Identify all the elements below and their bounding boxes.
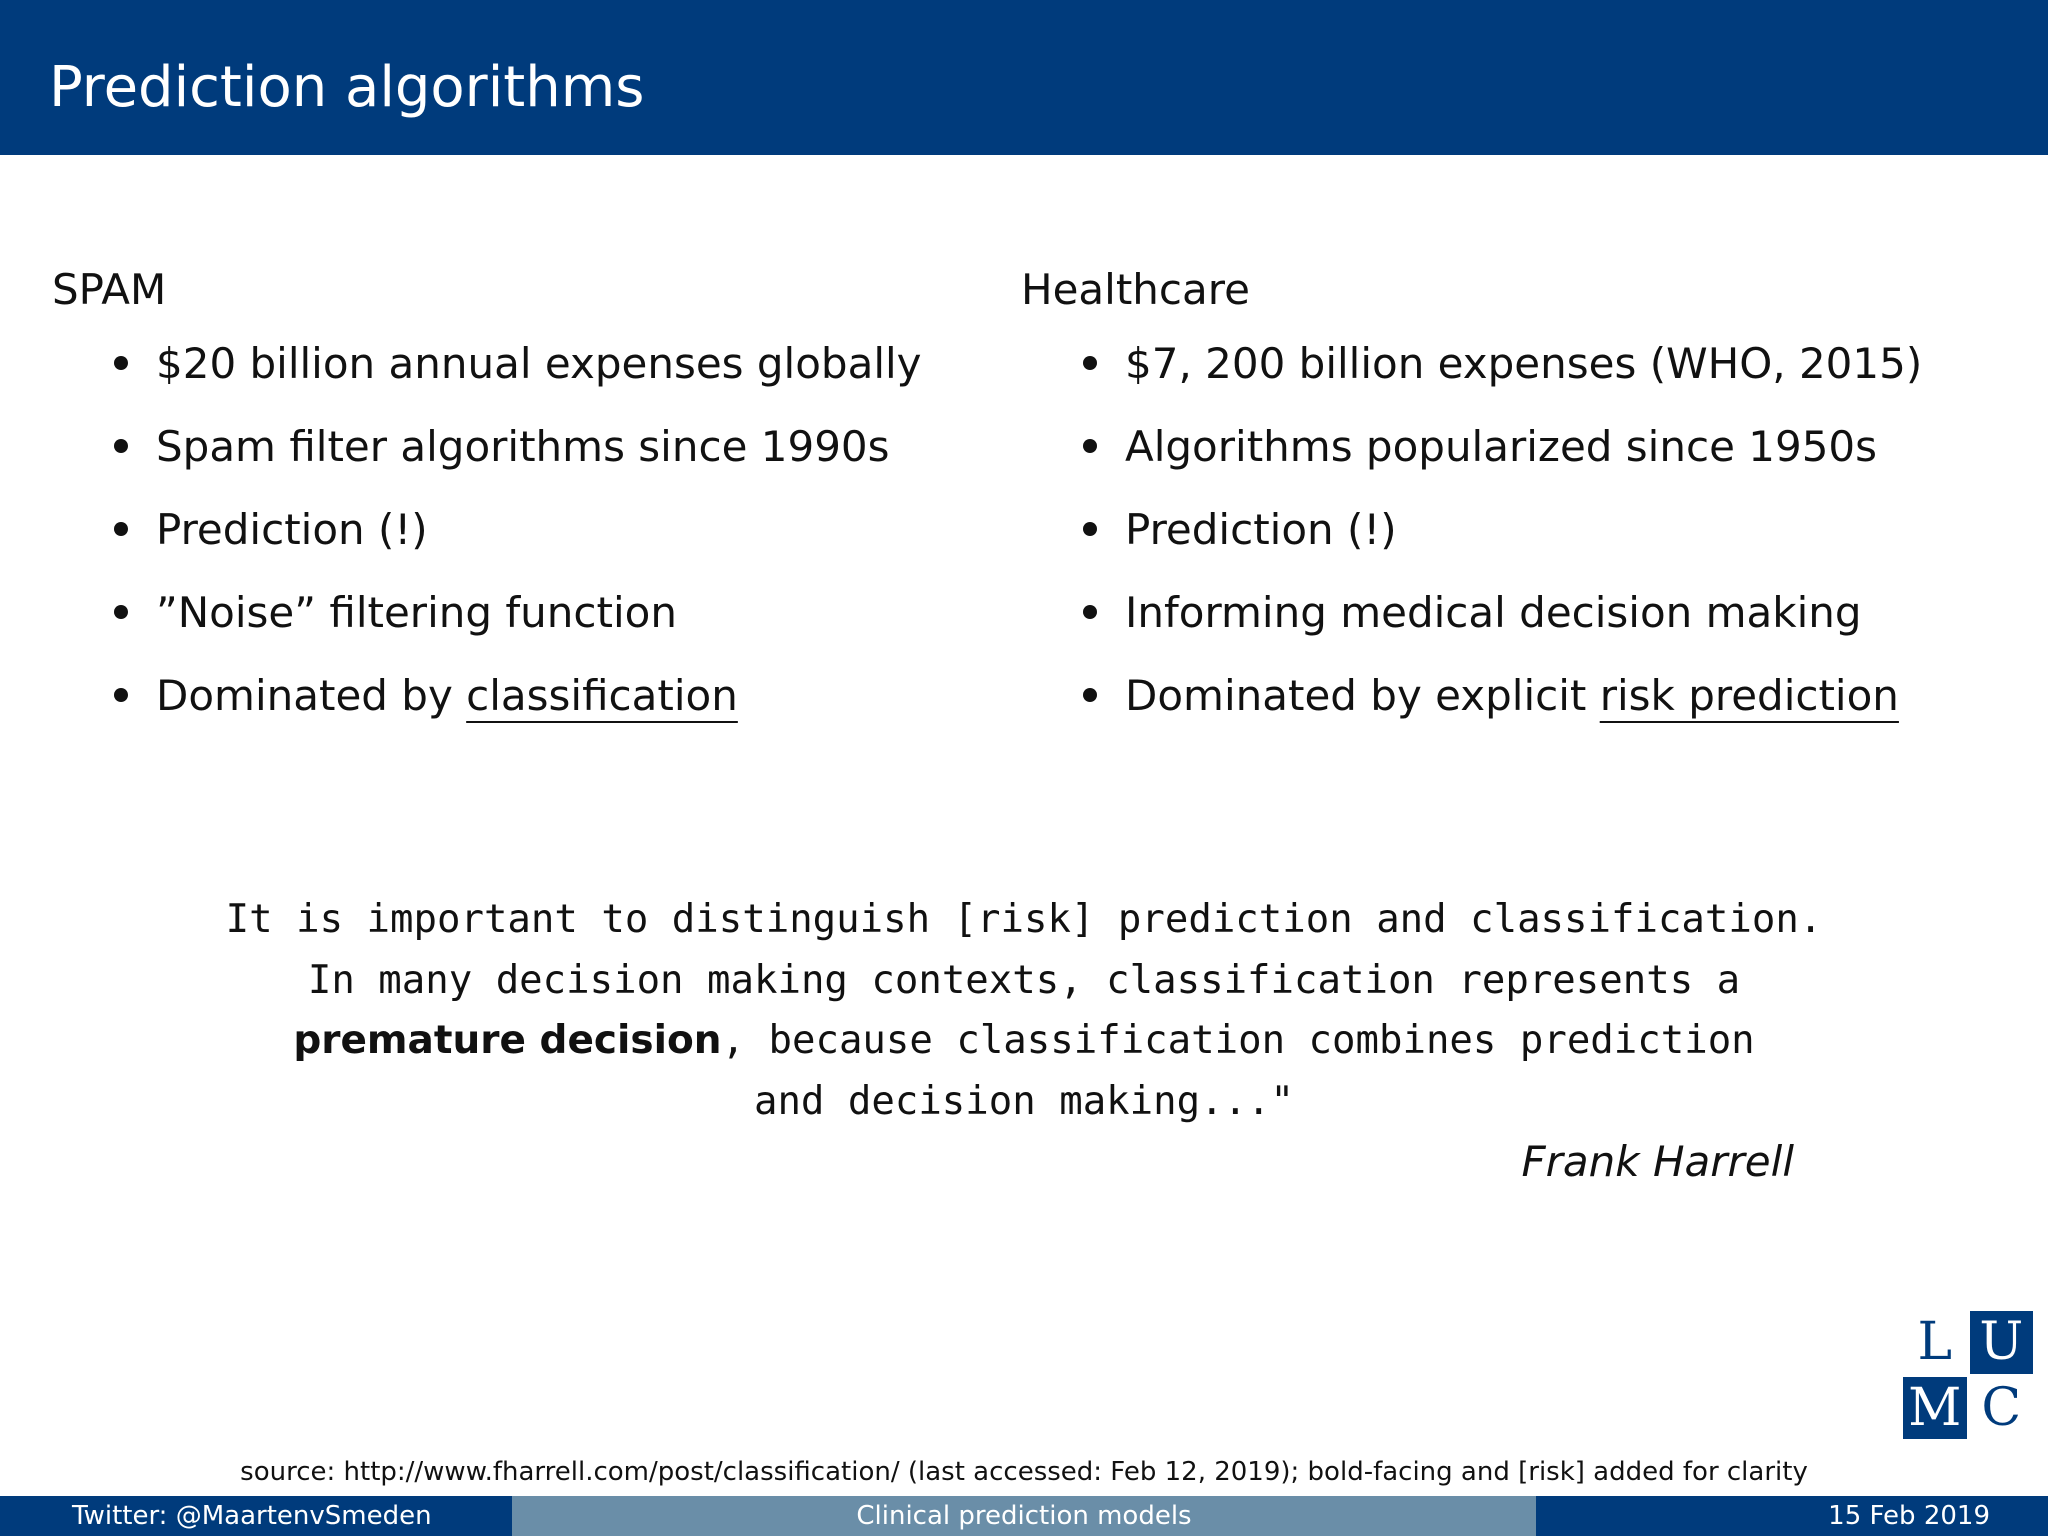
- bullet-dot-icon: [1083, 522, 1097, 536]
- bullet-text: Informing medical decision making: [1125, 588, 1862, 637]
- bullet-dot-icon: [1083, 605, 1097, 619]
- bullet-item: [52, 668, 992, 751]
- bullet-dot-icon: [1083, 439, 1097, 453]
- quote-author: Frank Harrell: [1521, 1137, 1794, 1186]
- footer-date: 15 Feb 2019: [1536, 1496, 2048, 1536]
- healthcare-bullet-list: [1021, 336, 2021, 751]
- bullet-text: Dominated by explicit: [1125, 671, 1600, 720]
- footer-talk-title: Clinical prediction models: [512, 1496, 1536, 1536]
- quote-line: and decision making...": [753, 1078, 1295, 1124]
- bullet-item: [1021, 585, 2021, 668]
- bullet-text: $7, 200 billion expenses (WHO, 2015): [1125, 339, 1923, 388]
- logo-letter: C: [1970, 1377, 2034, 1440]
- bullet-text: Algorithms popularized since 1950s: [1125, 422, 1878, 471]
- bullet-dot-icon: [114, 688, 128, 702]
- bullet-text: $20 billion annual expenses globally: [156, 339, 922, 388]
- bullet-dot-icon: [114, 605, 128, 619]
- logo-letter: U: [1970, 1311, 2034, 1374]
- lumc-logo: [1903, 1311, 2033, 1439]
- quote-bold-phrase: premature decision: [293, 1018, 722, 1063]
- spam-column: [52, 262, 992, 751]
- bullet-item: [52, 336, 992, 419]
- bullet-item: [52, 502, 992, 585]
- underlined-term: classification: [466, 671, 738, 720]
- slide-title: Prediction algorithms: [49, 55, 645, 120]
- quote-line: It is important to distinguish [risk] prediction and classification.: [225, 897, 1823, 942]
- logo-letter: M: [1903, 1377, 1967, 1440]
- footer-bar: [0, 1496, 2048, 1536]
- bullet-text: Prediction (!): [1125, 505, 1397, 554]
- bullet-text: Prediction (!): [156, 505, 428, 554]
- bullet-item: [1021, 668, 2021, 751]
- footer-twitter: Twitter: @MaartenvSmeden: [0, 1496, 512, 1536]
- bullet-item: [1021, 336, 2021, 419]
- bullet-item: [52, 585, 992, 668]
- underlined-term: risk prediction: [1599, 671, 1899, 720]
- logo-letter: L: [1903, 1311, 1967, 1374]
- bullet-dot-icon: [114, 356, 128, 370]
- healthcare-column: [1021, 262, 2021, 751]
- bullet-dot-icon: [1083, 356, 1097, 370]
- bullet-item: [1021, 502, 2021, 585]
- quote-line-rest: , because classification combines prediction: [721, 1018, 1755, 1063]
- spam-bullet-list: [52, 336, 992, 751]
- bullet-item: [1021, 419, 2021, 502]
- healthcare-heading: Healthcare: [1021, 265, 1250, 314]
- bullet-text: Spam filter algorithms since 1990s: [156, 422, 890, 471]
- bullet-dot-icon: [114, 439, 128, 453]
- bullet-dot-icon: [1083, 688, 1097, 702]
- quote-line: In many decision making contexts, classification represents a: [307, 957, 1741, 1003]
- bullet-text: ”Noise” filtering function: [156, 588, 677, 637]
- harrell-quote: [160, 890, 1888, 1132]
- source-note: source: http://www.fharrell.com/post/classification/ (last accessed: Feb 12, 2019); bold-facing and [risk] added for clarity: [240, 1457, 1808, 1487]
- bullet-dot-icon: [114, 522, 128, 536]
- spam-heading: SPAM: [52, 265, 167, 314]
- quote-line: [160, 1011, 1888, 1072]
- bullet-text: Dominated by: [156, 671, 467, 720]
- title-bar: [0, 0, 2048, 155]
- bullet-item: [52, 419, 992, 502]
